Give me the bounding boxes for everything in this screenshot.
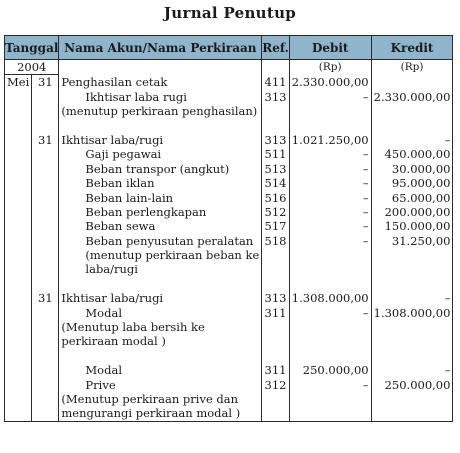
header-date: Tanggal bbox=[5, 36, 59, 60]
month-cell bbox=[5, 119, 32, 133]
ref-cell: 516 bbox=[262, 191, 290, 205]
day-cell bbox=[32, 320, 59, 334]
month-cell bbox=[5, 234, 32, 248]
header-credit: Kredit bbox=[371, 36, 453, 60]
ref-cell: 411 bbox=[262, 75, 290, 90]
debit-cell: – bbox=[289, 306, 371, 320]
table-row bbox=[5, 75, 453, 90]
table-row bbox=[5, 234, 453, 248]
account-cell: Gaji pegawai bbox=[59, 147, 262, 161]
credit-cell bbox=[371, 320, 453, 334]
month-cell bbox=[5, 219, 32, 233]
day-cell: 31 bbox=[32, 133, 59, 147]
day-cell bbox=[32, 306, 59, 320]
account-cell: Modal bbox=[59, 363, 262, 377]
credit-unit: (Rp) bbox=[371, 60, 453, 75]
account-cell: (Menutup laba bersih ke bbox=[59, 320, 262, 334]
account-cell: Penghasilan cetak bbox=[59, 75, 262, 90]
header-debit: Debit bbox=[289, 36, 371, 60]
account-cell: perkiraan modal ) bbox=[59, 334, 262, 348]
ref-cell: 514 bbox=[262, 176, 290, 190]
day-cell bbox=[32, 176, 59, 190]
account-cell: Beban lain-lain bbox=[59, 191, 262, 205]
table-header-row bbox=[5, 36, 453, 60]
ref-cell: 517 bbox=[262, 219, 290, 233]
month-cell bbox=[5, 205, 32, 219]
debit-cell: – bbox=[289, 147, 371, 161]
ref-cell: 311 bbox=[262, 306, 290, 320]
month-cell bbox=[5, 349, 32, 363]
credit-cell bbox=[371, 392, 453, 406]
table-row bbox=[5, 363, 453, 377]
table-row bbox=[5, 277, 453, 291]
table-row bbox=[5, 162, 453, 176]
day-cell bbox=[32, 191, 59, 205]
day-cell bbox=[32, 262, 59, 276]
ref-cell: 511 bbox=[262, 147, 290, 161]
month-cell bbox=[5, 147, 32, 161]
ref-cell bbox=[262, 104, 290, 118]
month-cell bbox=[5, 104, 32, 118]
header-ref: Ref. bbox=[262, 36, 290, 60]
ref-cell bbox=[262, 119, 290, 133]
account-cell: mengurangi perkiraan modal ) bbox=[59, 406, 262, 421]
account-cell: Ikhtisar laba rugi bbox=[59, 90, 262, 104]
month-cell bbox=[5, 176, 32, 190]
day-cell bbox=[32, 406, 59, 421]
credit-cell: 250.000,00 bbox=[371, 378, 453, 392]
ref-cell: 518 bbox=[262, 234, 290, 248]
account-cell: Beban transpor (angkut) bbox=[59, 162, 262, 176]
month-cell bbox=[5, 191, 32, 205]
credit-cell: – bbox=[371, 291, 453, 305]
account-cell: Beban perlengkapan bbox=[59, 205, 262, 219]
ref-cell bbox=[262, 277, 290, 291]
debit-cell: 1.308.000,00 bbox=[289, 291, 371, 305]
debit-cell: 1.021.250,00 bbox=[289, 133, 371, 147]
account-cell: Ikhtisar laba/rugi bbox=[59, 133, 262, 147]
day-cell bbox=[32, 378, 59, 392]
day-cell bbox=[32, 234, 59, 248]
credit-cell: 65.000,00 bbox=[371, 191, 453, 205]
credit-cell bbox=[371, 262, 453, 276]
credit-cell: 1.308.000,00 bbox=[371, 306, 453, 320]
credit-cell: – bbox=[371, 133, 453, 147]
table-row bbox=[5, 90, 453, 104]
month-cell: Mei bbox=[5, 75, 32, 90]
table-row bbox=[5, 320, 453, 334]
month-cell bbox=[5, 291, 32, 305]
account-cell bbox=[59, 349, 262, 363]
day-cell: 31 bbox=[32, 291, 59, 305]
day-cell bbox=[32, 147, 59, 161]
credit-cell: – bbox=[371, 363, 453, 377]
debit-cell: – bbox=[289, 234, 371, 248]
month-cell bbox=[5, 306, 32, 320]
debit-cell bbox=[289, 104, 371, 118]
credit-cell bbox=[371, 119, 453, 133]
table-row bbox=[5, 306, 453, 320]
day-cell bbox=[32, 162, 59, 176]
day-cell: 31 bbox=[32, 75, 59, 90]
debit-cell bbox=[289, 277, 371, 291]
day-cell bbox=[32, 119, 59, 133]
account-cell: Beban iklan bbox=[59, 176, 262, 190]
credit-cell: 450.000,00 bbox=[371, 147, 453, 161]
month-cell bbox=[5, 277, 32, 291]
account-cell bbox=[59, 277, 262, 291]
ref-cell bbox=[262, 334, 290, 348]
month-cell bbox=[5, 262, 32, 276]
debit-unit: (Rp) bbox=[289, 60, 371, 75]
month-cell bbox=[5, 133, 32, 147]
credit-cell: 31.250,00 bbox=[371, 234, 453, 248]
debit-cell bbox=[289, 349, 371, 363]
credit-cell: 150.000,00 bbox=[371, 219, 453, 233]
table-row bbox=[5, 334, 453, 348]
ref-cell bbox=[262, 320, 290, 334]
month-cell bbox=[5, 320, 32, 334]
month-cell bbox=[5, 334, 32, 348]
ref-cell bbox=[262, 349, 290, 363]
day-cell bbox=[32, 205, 59, 219]
account-cell: Beban sewa bbox=[59, 219, 262, 233]
journal-title: Jurnal Penutup bbox=[163, 4, 297, 22]
account-cell: Ikhtisar laba/rugi bbox=[59, 291, 262, 305]
table-row bbox=[5, 378, 453, 392]
debit-cell: – bbox=[289, 191, 371, 205]
table-row bbox=[5, 104, 453, 118]
ref-cell: 512 bbox=[262, 205, 290, 219]
year-cell: 2004 bbox=[5, 60, 59, 75]
journal-body bbox=[5, 60, 453, 422]
account-cell: Modal bbox=[59, 306, 262, 320]
ref-cell bbox=[262, 248, 290, 262]
debit-cell bbox=[289, 320, 371, 334]
day-cell bbox=[32, 219, 59, 233]
day-cell bbox=[32, 334, 59, 348]
table-row bbox=[5, 349, 453, 363]
table-row bbox=[5, 176, 453, 190]
day-cell bbox=[32, 363, 59, 377]
debit-cell: – bbox=[289, 176, 371, 190]
credit-cell bbox=[371, 248, 453, 262]
month-cell bbox=[5, 90, 32, 104]
ref-cell: 311 bbox=[262, 363, 290, 377]
table-row bbox=[5, 392, 453, 406]
credit-cell bbox=[371, 75, 453, 90]
day-cell bbox=[32, 277, 59, 291]
debit-cell bbox=[289, 248, 371, 262]
table-row bbox=[5, 191, 453, 205]
month-cell bbox=[5, 162, 32, 176]
credit-cell bbox=[371, 277, 453, 291]
day-cell bbox=[32, 248, 59, 262]
header-account: Nama Akun/Nama Perkiraan bbox=[59, 36, 262, 60]
debit-cell: 250.000,00 bbox=[289, 363, 371, 377]
table-row bbox=[5, 205, 453, 219]
credit-cell bbox=[371, 104, 453, 118]
account-cell: (menutup perkiraan beban ke bbox=[59, 248, 262, 262]
credit-cell: 200.000,00 bbox=[371, 205, 453, 219]
table-row bbox=[5, 133, 453, 147]
debit-cell: – bbox=[289, 162, 371, 176]
month-cell bbox=[5, 406, 32, 421]
debit-cell: – bbox=[289, 219, 371, 233]
account-cell: (Menutup perkiraan prive dan bbox=[59, 392, 262, 406]
debit-cell: – bbox=[289, 90, 371, 104]
debit-cell bbox=[289, 262, 371, 276]
table-row bbox=[5, 291, 453, 305]
ref-cell: 313 bbox=[262, 90, 290, 104]
day-cell bbox=[32, 349, 59, 363]
month-cell bbox=[5, 392, 32, 406]
credit-cell: 95.000,00 bbox=[371, 176, 453, 190]
account-cell: (menutup perkiraan penghasilan) bbox=[59, 104, 262, 118]
ref-cell bbox=[262, 262, 290, 276]
debit-cell bbox=[289, 392, 371, 406]
year-row bbox=[5, 60, 453, 75]
closing-journal-table bbox=[4, 35, 453, 422]
ref-cell: 313 bbox=[262, 133, 290, 147]
credit-cell bbox=[371, 349, 453, 363]
credit-cell: 2.330.000,00 bbox=[371, 90, 453, 104]
debit-cell bbox=[289, 406, 371, 421]
day-cell bbox=[32, 104, 59, 118]
credit-cell: 30.000,00 bbox=[371, 162, 453, 176]
table-row bbox=[5, 219, 453, 233]
table-row bbox=[5, 147, 453, 161]
credit-cell bbox=[371, 406, 453, 421]
ref-cell: 312 bbox=[262, 378, 290, 392]
ref-cell: 513 bbox=[262, 162, 290, 176]
day-cell bbox=[32, 392, 59, 406]
account-cell bbox=[59, 119, 262, 133]
table-row bbox=[5, 262, 453, 276]
table-row bbox=[5, 406, 453, 421]
month-cell bbox=[5, 363, 32, 377]
credit-cell bbox=[371, 334, 453, 348]
account-cell: Prive bbox=[59, 378, 262, 392]
table-row bbox=[5, 248, 453, 262]
table-row bbox=[5, 119, 453, 133]
debit-cell: 2.330.000,00 bbox=[289, 75, 371, 90]
ref-cell bbox=[262, 392, 290, 406]
day-cell bbox=[32, 90, 59, 104]
debit-cell bbox=[289, 334, 371, 348]
debit-cell: – bbox=[289, 378, 371, 392]
month-cell bbox=[5, 378, 32, 392]
month-cell bbox=[5, 248, 32, 262]
account-cell: Beban penyusutan peralatan bbox=[59, 234, 262, 248]
ref-cell bbox=[262, 406, 290, 421]
debit-cell bbox=[289, 119, 371, 133]
debit-cell: – bbox=[289, 205, 371, 219]
ref-cell: 313 bbox=[262, 291, 290, 305]
account-cell: laba/rugi bbox=[59, 262, 262, 276]
